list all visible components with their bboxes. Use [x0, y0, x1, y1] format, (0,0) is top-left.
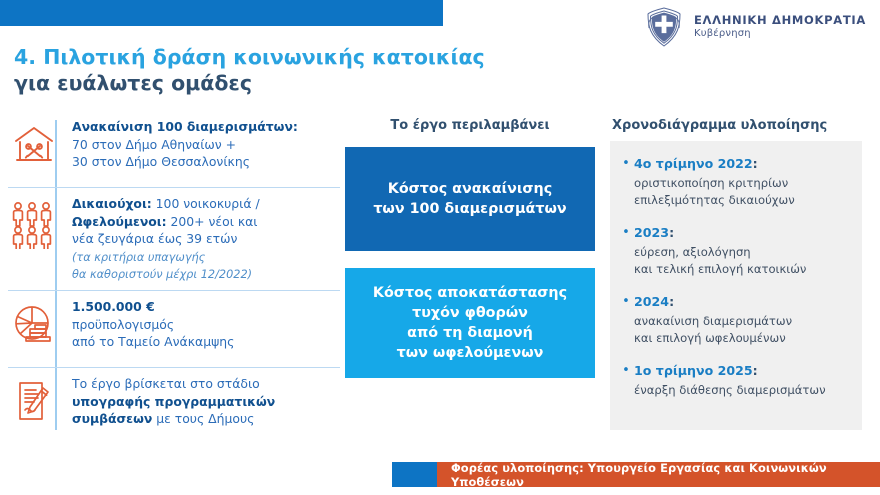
status-strong-2: συμβάσεων	[72, 411, 153, 427]
timeline-item-desc	[634, 175, 795, 209]
timeline-item	[618, 362, 850, 399]
timeline-title: Χρονοδιάγραμμα υλοποίησης	[612, 118, 828, 133]
government-logo	[644, 6, 866, 48]
beneficiaries-label-1: Δικαιούχοι:	[72, 196, 152, 211]
left-column	[8, 118, 338, 437]
beneficiaries-value-2: 200+ νέοι και	[166, 213, 258, 229]
top-accent-bar	[0, 0, 443, 26]
timeline-item-label: 4ο τρίμηνο 2022:	[634, 156, 758, 171]
timeline-label-text: 1ο τρίμηνο 2025	[634, 362, 753, 378]
beneficiaries-note-2: θα καθοριστούν μέχρι 12/2022)	[72, 268, 253, 282]
timeline-label-text: 4ο τρίμηνο 2022	[634, 156, 753, 171]
restoration-cost-line3: από τη διαμονή	[407, 325, 533, 341]
renovation-cost-line1: Κόστος ανακαίνισης	[387, 180, 553, 197]
timeline-item	[618, 224, 850, 278]
renovation-line1: 70 στον Δήμο Αθηναίων +	[72, 136, 237, 152]
timeline-item-desc	[634, 244, 806, 278]
middle-column-title: Το έργο περιλαμβάνει	[390, 118, 550, 133]
footer-banner	[437, 462, 880, 487]
left-divider-3	[8, 367, 340, 368]
timeline-desc-line2: επιλεξιμότητας δικαιούχων	[634, 193, 795, 208]
logo-subtitle: Κυβέρνηση	[693, 28, 751, 40]
timeline-desc-line1: οριστικοποίηση κριτηρίων	[634, 176, 789, 191]
beneficiaries-note-1: (τα κριτήρια υπαγωγής	[72, 250, 206, 264]
renovation-line2: 30 στον Δήμο Θεσσαλονίκης	[72, 154, 250, 170]
project-scope-box-restoration-cost	[345, 268, 595, 378]
left-row-status-text	[60, 375, 275, 428]
people-group-icon	[8, 195, 60, 249]
left-row-renovation-text	[60, 118, 298, 171]
timeline-item-label: 2023:	[634, 224, 675, 240]
greek-coat-of-arms-icon	[644, 6, 684, 48]
footer-accent-block	[392, 462, 437, 487]
budget-line1: προϋπολογισμός	[72, 316, 175, 332]
page-title-line2: για ευάλωτες ομάδες	[14, 71, 252, 96]
page-title	[14, 44, 634, 96]
restoration-cost-line2: τυχόν φθορών	[412, 304, 528, 321]
left-row-status	[8, 375, 338, 437]
timeline-item-desc	[634, 382, 826, 399]
timeline-item	[618, 293, 850, 347]
budget-amount: 1.500.000 €	[72, 299, 155, 315]
timeline-item-label: 1ο τρίμηνο 2025:	[634, 362, 758, 378]
left-row-beneficiaries	[8, 195, 338, 283]
timeline-label-text: 2023	[634, 224, 670, 240]
restoration-cost-line1: Κόστος αποκατάστασης	[372, 284, 568, 301]
timeline-label-text: 2024	[634, 293, 670, 309]
restoration-cost-line4: των ωφελούμενων	[396, 345, 544, 362]
renovation-cost-line2: των 100 διαμερισμάτων	[373, 201, 567, 217]
left-row-renovation	[8, 118, 338, 180]
right-column	[610, 118, 865, 430]
timeline-item-desc	[634, 313, 792, 347]
timeline-desc-line2: και τελική επιλογή κατοικιών	[634, 261, 807, 276]
status-pre: Το έργο βρίσκεται στο στάδιο	[72, 376, 260, 392]
house-renovation-icon	[8, 118, 60, 168]
bullet-icon: •	[622, 156, 630, 171]
beneficiaries-value-1: 100 νοικοκυριά /	[151, 196, 260, 211]
beneficiaries-line3: νέα ζευγάρια έως 39 ετών	[72, 231, 238, 247]
left-row-budget	[8, 298, 338, 360]
timeline-panel	[610, 141, 862, 430]
footer-text: Φορέας υλοποίησης: Υπουργείο Εργασίας και Κοινωνικών Υποθέσεων	[451, 460, 827, 489]
timeline-item	[618, 155, 850, 209]
bullet-icon: •	[622, 362, 630, 378]
timeline-desc-line1: έναρξη διάθεσης διαμερισμάτων	[634, 382, 826, 397]
left-row-beneficiaries-text	[60, 195, 260, 283]
timeline-desc-line1: εύρεση, αξιολόγηση	[634, 245, 751, 260]
timeline-item-label: 2024:	[634, 293, 675, 309]
beneficiaries-label-2: Ωφελούμενοι:	[72, 213, 167, 229]
left-divider-1	[8, 187, 340, 188]
status-strong-1: υπογραφής προγραμματικών	[72, 393, 276, 409]
pie-chart-coins-icon	[8, 298, 60, 348]
left-row-budget-text	[60, 298, 234, 351]
left-divider-2	[8, 290, 340, 291]
logo-title: ΕΛΛΗΝΙΚΗ ΔΗΜΟΚΡΑΤΙΑ	[693, 13, 866, 28]
renovation-title: Ανακαίνιση 100 διαμερισμάτων:	[72, 119, 298, 134]
budget-line2: από το Ταμείο Ανάκαμψης	[72, 334, 235, 350]
contract-signature-icon	[8, 375, 60, 425]
bullet-icon: •	[622, 293, 630, 309]
middle-column	[345, 118, 595, 378]
status-post: με τους Δήμους	[152, 411, 255, 427]
bullet-icon: •	[622, 224, 630, 240]
timeline-desc-line2: και επιλογή ωφελουμένων	[634, 330, 786, 345]
page-title-line1: 4. Πιλοτική δράση κοινωνικής κατοικίας	[14, 45, 485, 69]
project-scope-box-renovation-cost	[345, 147, 595, 251]
timeline-desc-line1: ανακαίνιση διαμερισμάτων	[634, 313, 793, 328]
